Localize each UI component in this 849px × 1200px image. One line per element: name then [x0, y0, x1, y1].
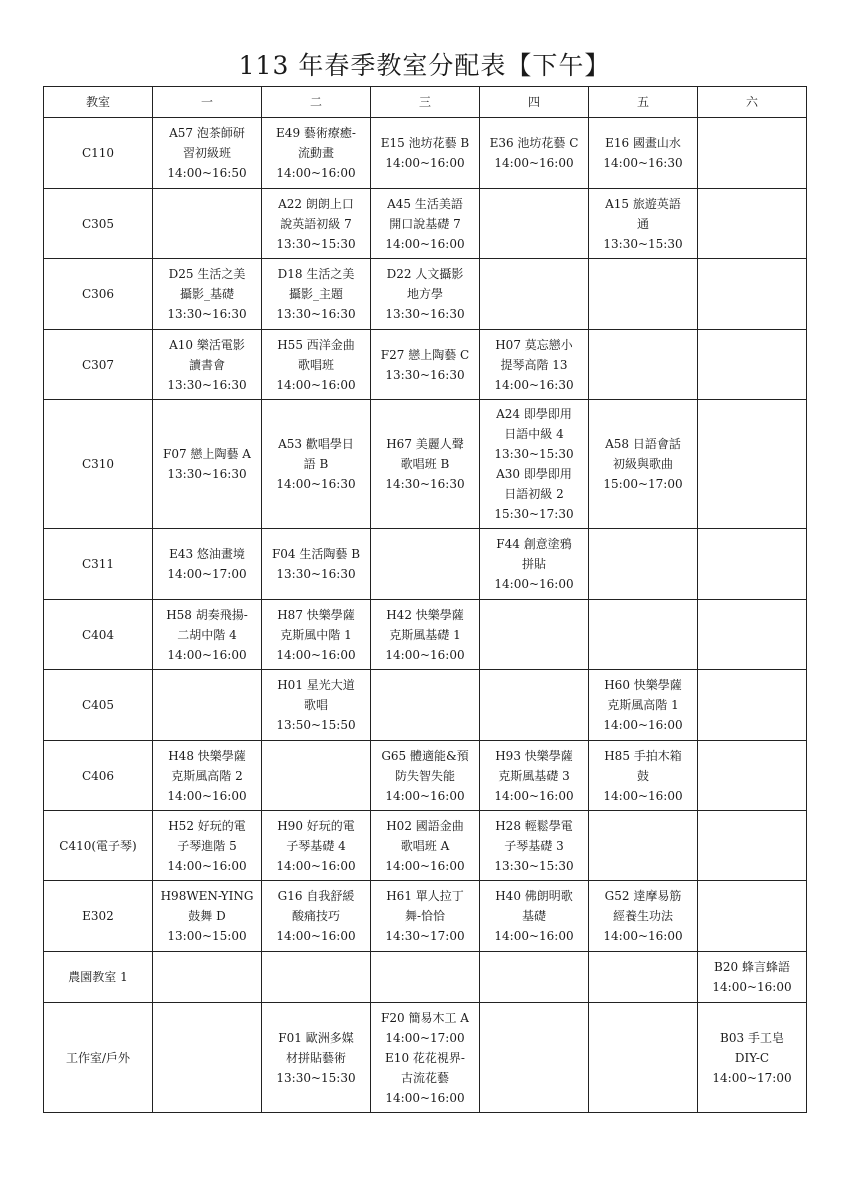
course-cell-thursday [480, 952, 589, 1003]
course-cell-saturday [698, 529, 807, 600]
course-cell-saturday [698, 118, 807, 189]
course-cell-wednesday [371, 189, 480, 259]
course-line: 14:00~17:00 [385, 1030, 465, 1045]
course-line: H98WEN-YING [160, 889, 254, 903]
course-line: 經養生功法 [612, 909, 673, 923]
course-cell-monday [153, 259, 262, 330]
course-cell-saturday [698, 1003, 807, 1113]
course-line: 13:30~16:30 [276, 567, 356, 581]
course-cell-tuesday [262, 952, 371, 1003]
header-tuesday: 二 [262, 87, 371, 118]
course-line: E43 悠油畫境 [169, 547, 245, 561]
course-cell-friday [589, 811, 698, 881]
course-cell-monday [153, 952, 262, 1003]
room-name-cell: C307 [44, 330, 153, 400]
course-line: E49 藝術療癒- [276, 126, 356, 140]
course-line: 攝影_基礎 [179, 287, 234, 301]
course-line: 14:00~16:00 [276, 647, 356, 662]
course-line: 14:00~16:00 [276, 929, 356, 943]
course-cell-monday [153, 189, 262, 259]
page-title: 113 年春季教室分配表【下午】 [238, 51, 611, 80]
course-line: 拼貼 [521, 557, 546, 571]
course-line: 14:00~17:00 [167, 567, 247, 581]
course-line: 語 B [303, 457, 329, 471]
course-line: 13:30~16:30 [167, 377, 247, 392]
course-line: 13:30~16:30 [276, 307, 356, 321]
course-line: 酸痛技巧 [291, 909, 340, 923]
course-line: 歌唱班 B [400, 457, 450, 471]
course-line: F04 生活陶藝 B [271, 547, 361, 561]
room-name-cell: 農園教室 1 [44, 952, 153, 1003]
header-row [44, 87, 807, 118]
course-cell-tuesday [262, 259, 371, 330]
course-cell-saturday [698, 600, 807, 670]
course-cell-monday [153, 330, 262, 400]
course-cell-friday [589, 670, 698, 741]
course-cell-wednesday [371, 529, 480, 600]
course-line: 13:50~15:50 [276, 718, 356, 732]
course-line: D22 人文攝影 [386, 267, 464, 281]
course-line: 13:30~16:30 [167, 467, 247, 481]
course-line: 14:30~17:00 [385, 929, 465, 943]
course-cell-thursday [480, 881, 589, 952]
course-line: 14:00~16:00 [494, 577, 574, 591]
course-cell-thursday [480, 189, 589, 259]
course-cell-saturday [698, 881, 807, 952]
course-cell-saturday [698, 330, 807, 400]
course-line: H60 快樂學薩 [604, 678, 682, 692]
course-cell-thursday [480, 529, 589, 600]
course-line: A57 泡茶師研 [169, 126, 245, 140]
course-line: 14:00~16:00 [494, 788, 574, 803]
course-cell-friday [589, 400, 698, 529]
course-line: H28 輕鬆學電 [495, 818, 573, 833]
room-name-cell: C110 [44, 118, 153, 189]
table-row [44, 400, 807, 529]
course-line: H55 西洋金曲 [277, 337, 355, 352]
course-cell-monday [153, 811, 262, 881]
course-cell-saturday [698, 259, 807, 330]
course-line: A58 日語會話 [605, 437, 681, 451]
course-line: H93 快樂學薩 [495, 748, 573, 763]
course-line: 克斯風高階 1 [607, 698, 679, 712]
header-thursday: 四 [480, 87, 589, 118]
course-line: D25 生活之美 [168, 267, 246, 281]
course-cell-wednesday [371, 400, 480, 529]
course-line: 14:00~16:00 [385, 236, 465, 251]
course-line: H40 佛朗明歌 [495, 889, 573, 903]
course-line: 14:00~16:00 [494, 156, 574, 170]
course-line: H90 好玩的電 [277, 818, 355, 833]
course-line: 14:00~16:00 [494, 929, 574, 943]
room-name-cell: C305 [44, 189, 153, 259]
course-cell-monday [153, 529, 262, 600]
header-monday: 一 [153, 87, 262, 118]
course-line: 15:00~17:00 [603, 477, 683, 491]
course-line: 開口說基礎 7 [389, 216, 461, 231]
course-line: 13:30~16:30 [167, 307, 247, 321]
course-cell-friday [589, 952, 698, 1003]
course-line: B20 蜂言蜂語 [714, 960, 790, 974]
course-line: A10 樂活電影 [169, 337, 245, 352]
course-line: E15 池坊花藝 B [380, 136, 470, 150]
course-cell-wednesday [371, 330, 480, 400]
course-line: H61 單人拉丁 [386, 889, 464, 903]
course-line: 14:00~16:50 [167, 166, 247, 180]
course-line: 15:30~17:30 [494, 507, 574, 521]
course-line: H48 快樂學薩 [168, 748, 246, 763]
course-line: 地方學 [406, 287, 443, 301]
course-line: H52 好玩的電 [168, 818, 246, 833]
course-cell-tuesday [262, 400, 371, 529]
course-line: 14:00~16:00 [385, 1090, 465, 1105]
course-cell-wednesday [371, 259, 480, 330]
course-line: 14:00~16:00 [385, 647, 465, 662]
course-line: 13:30~15:30 [276, 236, 356, 251]
course-cell-thursday [480, 811, 589, 881]
course-line: 克斯風基礎 3 [498, 768, 570, 783]
course-line: 攝影_主題 [288, 287, 343, 301]
course-line: 13:30~15:30 [494, 447, 574, 461]
course-cell-friday [589, 529, 698, 600]
course-line: 14:00~16:00 [167, 788, 247, 803]
course-line: 14:00~16:30 [603, 156, 683, 170]
course-line: 14:00~16:00 [385, 858, 465, 873]
course-line: 克斯風基礎 1 [389, 627, 461, 642]
course-line: E36 池坊花藝 C [489, 136, 579, 150]
course-cell-friday [589, 741, 698, 811]
course-line: 二胡中階 4 [177, 627, 237, 642]
course-line: 14:00~16:00 [167, 647, 247, 662]
course-line: A22 朗朗上口 [278, 196, 354, 211]
course-line: 古流花藝 [400, 1070, 449, 1085]
table-row [44, 670, 807, 741]
course-line: 14:00~16:30 [276, 477, 356, 491]
course-line: 子琴基礎 3 [504, 838, 564, 853]
course-line: 歌唱班 A [400, 838, 450, 853]
course-line: 讀書會 [188, 357, 225, 372]
course-cell-thursday [480, 330, 589, 400]
course-line: 初級與歌曲 [612, 457, 673, 471]
course-cell-wednesday [371, 1003, 480, 1113]
course-line: 14:00~17:00 [712, 1070, 792, 1085]
room-name-cell: C311 [44, 529, 153, 600]
course-line: 鼓舞 D [188, 909, 226, 923]
course-cell-thursday [480, 670, 589, 741]
course-line: 14:00~16:00 [167, 858, 247, 873]
room-name-cell: E302 [44, 881, 153, 952]
course-cell-tuesday [262, 330, 371, 400]
course-cell-monday [153, 741, 262, 811]
course-cell-saturday [698, 741, 807, 811]
course-cell-tuesday [262, 881, 371, 952]
course-line: 流動畫 [297, 146, 334, 160]
course-cell-tuesday [262, 600, 371, 670]
course-cell-monday [153, 670, 262, 741]
course-cell-thursday [480, 259, 589, 330]
table-row [44, 811, 807, 881]
course-line: 克斯風高階 2 [171, 768, 243, 783]
course-cell-wednesday [371, 952, 480, 1003]
room-name-cell: C404 [44, 600, 153, 670]
room-name-cell: C405 [44, 670, 153, 741]
course-line: 13:30~16:30 [385, 367, 465, 382]
room-name-cell: C410(電子琴) [44, 811, 153, 881]
table-row [44, 1003, 807, 1113]
course-cell-wednesday [371, 811, 480, 881]
table-row [44, 741, 807, 811]
course-line: 14:00~16:00 [385, 788, 465, 803]
course-cell-tuesday [262, 741, 371, 811]
course-cell-monday [153, 881, 262, 952]
header-friday: 五 [589, 87, 698, 118]
course-line: 日語初級 2 [504, 487, 564, 501]
room-name-cell: 工作室/戶外 [44, 1003, 153, 1113]
course-line: 日語中級 4 [504, 427, 564, 441]
course-cell-thursday [480, 400, 589, 529]
course-line: 14:00~16:00 [276, 166, 356, 180]
room-name-cell: C306 [44, 259, 153, 330]
course-line: F20 簡易木工 A [381, 1010, 469, 1025]
table-row [44, 529, 807, 600]
course-cell-tuesday [262, 811, 371, 881]
table-row [44, 881, 807, 952]
course-line: H02 國語金曲 [386, 818, 464, 833]
course-cell-friday [589, 118, 698, 189]
course-line: F07 戀上陶藝 A [163, 447, 251, 461]
course-line: A53 歡唱學日 [278, 437, 354, 451]
course-line: 子琴基礎 4 [286, 838, 346, 853]
course-cell-thursday [480, 1003, 589, 1113]
room-name-cell: C406 [44, 741, 153, 811]
course-line: 13:00~15:00 [167, 929, 247, 943]
course-line: 鼓 [636, 768, 649, 783]
course-cell-saturday [698, 811, 807, 881]
course-line: D18 生活之美 [277, 267, 355, 281]
course-line: 提琴高階 13 [500, 357, 568, 372]
course-line: 歌唱班 [297, 357, 334, 372]
course-line: A15 旅遊英語 [605, 196, 681, 211]
course-cell-monday [153, 400, 262, 529]
course-cell-tuesday [262, 1003, 371, 1113]
course-cell-friday [589, 189, 698, 259]
course-line: 14:00~16:00 [276, 858, 356, 873]
course-cell-friday [589, 330, 698, 400]
course-line: A24 即學即用 [496, 407, 572, 421]
course-line: 13:30~15:30 [603, 236, 683, 251]
course-line: DIY-C [734, 1050, 770, 1065]
course-cell-tuesday [262, 670, 371, 741]
course-line: 14:00~16:00 [712, 980, 792, 994]
course-cell-thursday [480, 118, 589, 189]
course-cell-wednesday [371, 670, 480, 741]
course-line: E10 花花視界- [385, 1050, 465, 1065]
course-cell-monday [153, 600, 262, 670]
header-classroom: 教室 [44, 87, 153, 118]
course-line: 習初級班 [182, 146, 231, 160]
course-line: G65 體適能&預 [381, 748, 469, 763]
course-line: H07 莫忘戀小 [495, 337, 573, 352]
table-row [44, 189, 807, 259]
course-cell-friday [589, 600, 698, 670]
course-cell-monday [153, 1003, 262, 1113]
course-cell-friday [589, 881, 698, 952]
course-line: F44 創意塗鴉 [496, 537, 572, 551]
course-cell-wednesday [371, 600, 480, 670]
course-line: B03 手工皂 [720, 1030, 784, 1045]
course-line: A30 即學即用 [496, 467, 572, 481]
course-line: 材拼貼藝術 [285, 1050, 346, 1065]
course-cell-thursday [480, 741, 589, 811]
course-line: 14:00~16:30 [494, 377, 574, 392]
course-cell-saturday [698, 670, 807, 741]
course-line: 14:00~16:00 [276, 377, 356, 392]
course-cell-wednesday [371, 741, 480, 811]
course-line: 13:30~15:30 [494, 858, 574, 873]
course-line: 通 [636, 216, 649, 231]
course-line: F01 歐洲多媒 [278, 1030, 354, 1045]
table-row [44, 259, 807, 330]
table-row [44, 118, 807, 189]
course-line: H42 快樂學薩 [386, 607, 464, 622]
header-wednesday: 三 [371, 87, 480, 118]
course-line: 13:30~16:30 [385, 307, 465, 321]
course-cell-wednesday [371, 118, 480, 189]
course-line: 14:30~16:30 [385, 477, 465, 491]
course-cell-friday [589, 1003, 698, 1113]
room-name-cell: C310 [44, 400, 153, 529]
table-row [44, 600, 807, 670]
course-cell-thursday [480, 600, 589, 670]
table-row [44, 952, 807, 1003]
course-line: H67 美麗人聲 [386, 437, 464, 451]
course-cell-saturday [698, 952, 807, 1003]
table-row [44, 330, 807, 400]
course-cell-monday [153, 118, 262, 189]
course-line: G16 自我舒緩 [277, 889, 355, 903]
course-line: H85 手拍木箱 [604, 748, 682, 763]
course-line: A45 生活美語 [387, 196, 463, 211]
course-line: 14:00~16:00 [385, 156, 465, 170]
course-line: F27 戀上陶藝 C [380, 347, 470, 362]
course-line: 歌唱 [303, 698, 328, 712]
course-line: 舞-恰恰 [404, 909, 446, 923]
course-line: 說英語初級 7 [280, 216, 352, 231]
course-cell-friday [589, 259, 698, 330]
course-line: 13:30~15:30 [276, 1070, 356, 1085]
course-line: 基礎 [521, 909, 546, 923]
course-line: 14:00~16:00 [603, 718, 683, 732]
course-line: 克斯風中階 1 [280, 627, 352, 642]
course-cell-tuesday [262, 118, 371, 189]
course-line: 防失智失能 [394, 768, 455, 783]
course-cell-saturday [698, 189, 807, 259]
course-line: E16 國畫山水 [605, 136, 681, 150]
header-saturday: 六 [698, 87, 807, 118]
course-cell-tuesday [262, 529, 371, 600]
course-line: H58 胡奏飛揚- [166, 607, 248, 622]
course-line: G52 達摩易筋 [604, 889, 682, 903]
course-line: 子琴進階 5 [177, 838, 237, 853]
course-line: H01 星光大道 [277, 678, 355, 692]
course-cell-wednesday [371, 881, 480, 952]
course-line: 14:00~16:00 [603, 929, 683, 943]
classroom-schedule-table [43, 86, 807, 1113]
course-cell-saturday [698, 400, 807, 529]
course-line: 14:00~16:00 [603, 788, 683, 803]
schedule-body [44, 118, 807, 1113]
course-line: H87 快樂學薩 [277, 607, 355, 622]
course-cell-tuesday [262, 189, 371, 259]
